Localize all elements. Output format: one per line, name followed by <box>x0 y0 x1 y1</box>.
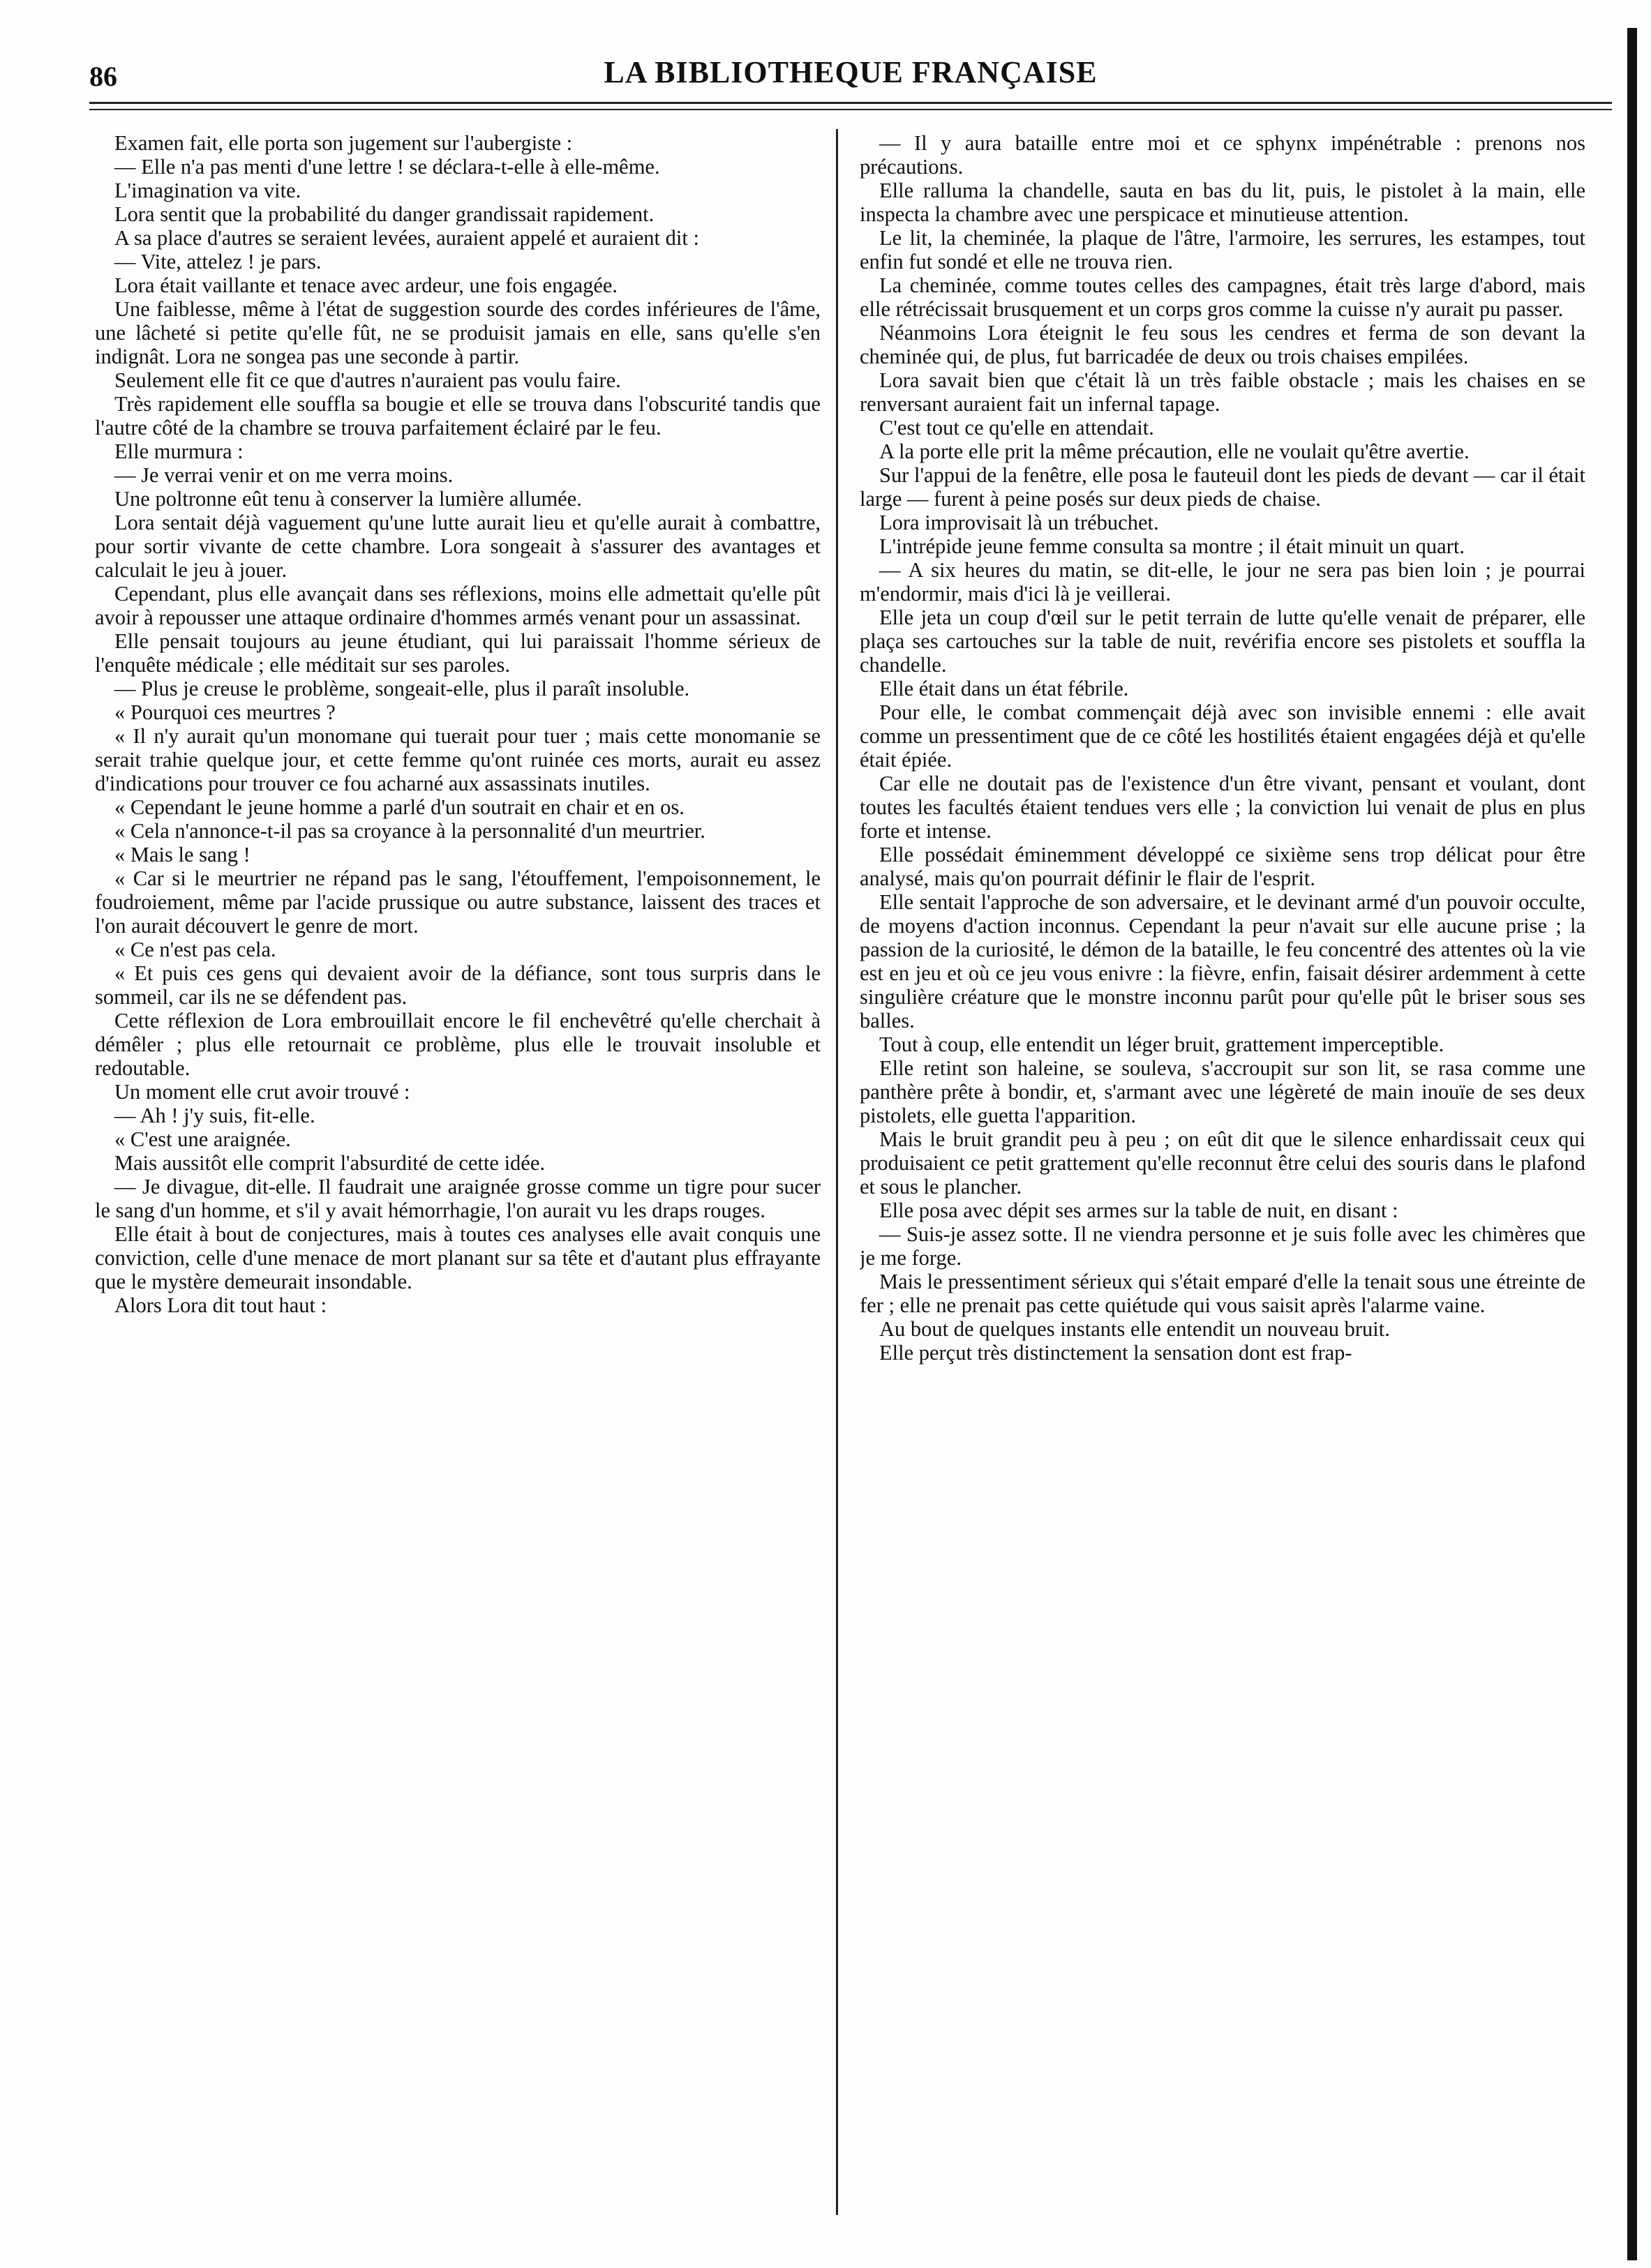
page-header <box>89 47 1612 98</box>
paragraph: C'est tout ce qu'elle en attendait. <box>879 416 1154 440</box>
paragraph: Lora sentait déjà vaguement qu'une lutte aurait lieu et qu'elle aurait à combattre, pour sortir vivante de cette chambre. Lora songeait à s'assurer des avantages et calculait le jeu à jouer. <box>95 511 821 582</box>
paragraph: Cette réflexion de Lora embrouillait encore le fil enchevêtré qu'elle cherchait à démêler ; plus elle retournait ce problème, plus elle le trouvait insoluble et redoutable. <box>95 1009 821 1080</box>
paragraph: — Suis-je assez sotte. Il ne viendra personne et je suis folle avec les chimères que je me forge. <box>860 1222 1585 1270</box>
paragraph: Cependant, plus elle avançait dans ses réflexions, moins elle admettait qu'elle pût avoir à repousser une attaque ordinaire d'hommes armés venant pour un assassinat. <box>95 582 821 629</box>
paragraph: « Il n'y aurait qu'un monomane qui tuerait pour tuer ; mais cette monomanie se serait trahie quelque jour, et cette femme qu'ont ruinée ces morts, aurait eu assez d'indications pour trouver ce fou acharné aux assassinats inutiles. <box>95 724 821 795</box>
left-column <box>95 131 821 2217</box>
paragraph: Elle possédait éminemment développé ce sixième sens trop délicat pour être analysé, mais qu'on pourrait définir le flair de l'esprit. <box>860 843 1585 890</box>
header-rule-thin <box>89 109 1612 110</box>
paragraph: — A six heures du matin, se dit-elle, le jour ne sera pas bien loin ; je pourrai m'endormir, mais d'ici là je veillerai. <box>860 558 1585 606</box>
paragraph: « Mais le sang ! <box>114 843 251 866</box>
paragraph: Lora sentit que la probabilité du danger grandissait rapidement. <box>114 202 655 226</box>
paragraph: Néanmoins Lora éteignit le feu sous les cendres et ferma de son devant la cheminée qui, de plus, fut barricadée de deux ou trois chaises empilées. <box>860 321 1585 368</box>
paragraph: Très rapidement elle souffla sa bougie et elle se trouva dans l'obscurité tandis que l'autre côté de la chambre se trouva parfaitement éclairé par le feu. <box>95 392 821 440</box>
paragraph: Elle murmura : <box>114 440 244 463</box>
paragraph: Une poltronne eût tenu à conserver la lumière allumée. <box>114 487 582 511</box>
paragraph: A sa place d'autres se seraient levées, auraient appelé et auraient dit : <box>114 226 699 250</box>
paragraph: Elle sentait l'approche de son adversaire, et le devinant armé d'un pouvoir occulte, de moyens d'action inconnus. Cependant la peur n'avait sur elle aucune prise ; la passion de la curiosité, le démon de la bataille, le feu concentré des attentes où la vie est en jeu et où ce jeu vous enivre : la fièvre, enfin, faisait désirer ardemment à cette singulière créature que le monstre inconnu parût pour qu'elle pût le briser sous ses balles. <box>860 890 1585 1032</box>
paragraph: Tout à coup, elle entendit un léger bruit, grattement imperceptible. <box>879 1032 1444 1056</box>
paragraph: « Et puis ces gens qui devaient avoir de la défiance, sont tous surpris dans le sommeil, car ils ne se défendent pas. <box>95 961 821 1009</box>
paragraph: L'intrépide jeune femme consulta sa montre ; il était minuit un quart. <box>879 534 1465 558</box>
paragraph: Seulement elle fit ce que d'autres n'auraient pas voulu faire. <box>114 368 621 392</box>
paragraph: Elle était dans un état fébrile. <box>879 677 1129 700</box>
paragraph: La cheminée, comme toutes celles des campagnes, était très large d'abord, mais elle rétrécissait brusquement et un corps gros comme la cuisse n'y aurait pu passer. <box>860 273 1585 321</box>
page-number: 86 <box>89 61 117 92</box>
paragraph: — Vite, attelez ! je pars. <box>114 250 322 273</box>
paragraph: « Cela n'annonce-t-il pas sa croyance à la personnalité d'un meurtrier. <box>114 819 705 843</box>
page-edge-bar <box>1627 28 1637 2260</box>
paragraph: — Ah ! j'y suis, fit-elle. <box>114 1104 315 1127</box>
paragraph: — Plus je creuse le problème, songeait-elle, plus il paraît insoluble. <box>114 677 690 700</box>
paragraph: Mais le pressentiment sérieux qui s'était emparé d'elle la tenait sous une étreinte de fer ; elle ne prenait pas cette quiétude qui vous saisit après l'alarme vaine. <box>860 1270 1585 1317</box>
paragraph: Elle posa avec dépit ses armes sur la table de nuit, en disant : <box>879 1199 1398 1222</box>
paragraph: « Car si le meurtrier ne répand pas le sang, l'étouffement, l'empoisonnement, le foudroiement, même par l'acide prussique ou autre substance, laissent des traces et l'on aurait découvert le genre de mort. <box>95 866 821 938</box>
paragraph: L'imagination va vite. <box>114 179 301 202</box>
paragraph: Mais le bruit grandit peu à peu ; on eût dit que le silence enhardissait ceux qui produisaient ce petit grattement qu'elle reconnut être celui des souris dans le plafond et sous le plancher. <box>860 1127 1585 1199</box>
paragraph: Elle perçut très distinctement la sensation dont est frap- <box>879 1341 1352 1365</box>
paragraph: — Je divague, dit-elle. Il faudrait une araignée grosse comme un tigre pour sucer le sang d'un homme, et s'il y avait hémorrhagie, l'on aurait vu les draps rouges. <box>95 1175 821 1222</box>
paragraph: — Elle n'a pas menti d'une lettre ! se déclara-t-elle à elle-même. <box>114 155 660 179</box>
paragraph: — Il y aura bataille entre moi et ce sphynx impénétrable : prenons nos précautions. <box>860 131 1585 179</box>
paragraph: Elle pensait toujours au jeune étudiant, qui lui paraissait l'homme sérieux de l'enquête médicale ; elle méditait sur ses paroles. <box>95 629 821 677</box>
paragraph: Lora improvisait là un trébuchet. <box>879 511 1159 534</box>
column-divider <box>836 129 838 2215</box>
paragraph: « Ce n'est pas cela. <box>114 938 276 961</box>
paragraph: Le lit, la cheminée, la plaque de l'âtre, l'armoire, les serrures, les estampes, tout enfin fut sondé et elle ne trouva rien. <box>860 226 1585 273</box>
paragraph: Sur l'appui de la fenêtre, elle posa le fauteuil dont les pieds de devant — car il était large — furent à peine posés sur deux pieds de chaise. <box>860 463 1585 511</box>
paragraph: Au bout de quelques instants elle entendit un nouveau bruit. <box>879 1317 1390 1341</box>
paragraph: Examen fait, elle porta son jugement sur l'aubergiste : <box>114 131 573 155</box>
paragraph: Lora était vaillante et tenace avec ardeur, une fois engagée. <box>114 273 618 297</box>
journal-title: LA BIBLIOTHEQUE FRANÇAISE <box>604 55 1098 89</box>
right-column <box>860 131 1585 2217</box>
paragraph: Elle était à bout de conjectures, mais à toutes ces analyses elle avait conquis une conviction, celle d'une menace de mort planant sur sa tête et d'autant plus effrayante que le mystère demeurait insondable. <box>95 1222 821 1293</box>
paragraph: « Pourquoi ces meurtres ? <box>114 700 336 724</box>
header-rule <box>89 102 1612 104</box>
paragraph: Elle jeta un coup d'œil sur le petit terrain de lutte qu'elle venait de préparer, elle plaça ses cartouches sur la table de nuit, revérifia encore ses pistolets et souffla la chandelle. <box>860 606 1585 677</box>
paragraph: — Je verrai venir et on me verra moins. <box>114 463 454 487</box>
paragraph: « C'est une araignée. <box>114 1127 291 1151</box>
paragraph: Une faiblesse, même à l'état de suggestion sourde des cordes inférieures de l'âme, une lâcheté si petite qu'elle fût, ne se produisit jamais en elle, sans qu'elle s'en indignât. Lora ne songea pas une seconde à partir. <box>95 297 821 368</box>
paragraph: Mais aussitôt elle comprit l'absurdité de cette idée. <box>114 1151 545 1175</box>
paragraph: Elle retint son haleine, se souleva, s'accroupit sur son lit, se rasa comme une panthère prête à bondir, et, s'armant avec une légèreté de main inouïe de ses deux pistolets, elle guetta l'apparition. <box>860 1056 1585 1127</box>
paragraph: « Cependant le jeune homme a parlé d'un soutrait en chair et en os. <box>114 795 685 819</box>
paragraph: Elle ralluma la chandelle, sauta en bas du lit, puis, le pistolet à la main, elle inspecta la chambre avec une perspicace et minutieuse attention. <box>860 179 1585 226</box>
paragraph: Un moment elle crut avoir trouvé : <box>114 1080 410 1104</box>
paragraph: Pour elle, le combat commençait déjà avec son invisible ennemi : elle avait comme un pressentiment que de ce côté les hostilités étaient engagées déjà et qu'elle était épiée. <box>860 700 1585 772</box>
paragraph: A la porte elle prit la même précaution, elle ne voulait qu'être avertie. <box>879 440 1470 463</box>
paragraph: Car elle ne doutait pas de l'existence d'un être vivant, pensant et voulant, dont toutes les facultés étaient tendues vers elle ; la conviction lui venait de plus en plus forte et intense. <box>860 772 1585 843</box>
paragraph: Lora savait bien que c'était là un très faible obstacle ; mais les chaises en se renversant auraient fait un infernal tapage. <box>860 368 1585 416</box>
paragraph: Alors Lora dit tout haut : <box>114 1293 327 1317</box>
